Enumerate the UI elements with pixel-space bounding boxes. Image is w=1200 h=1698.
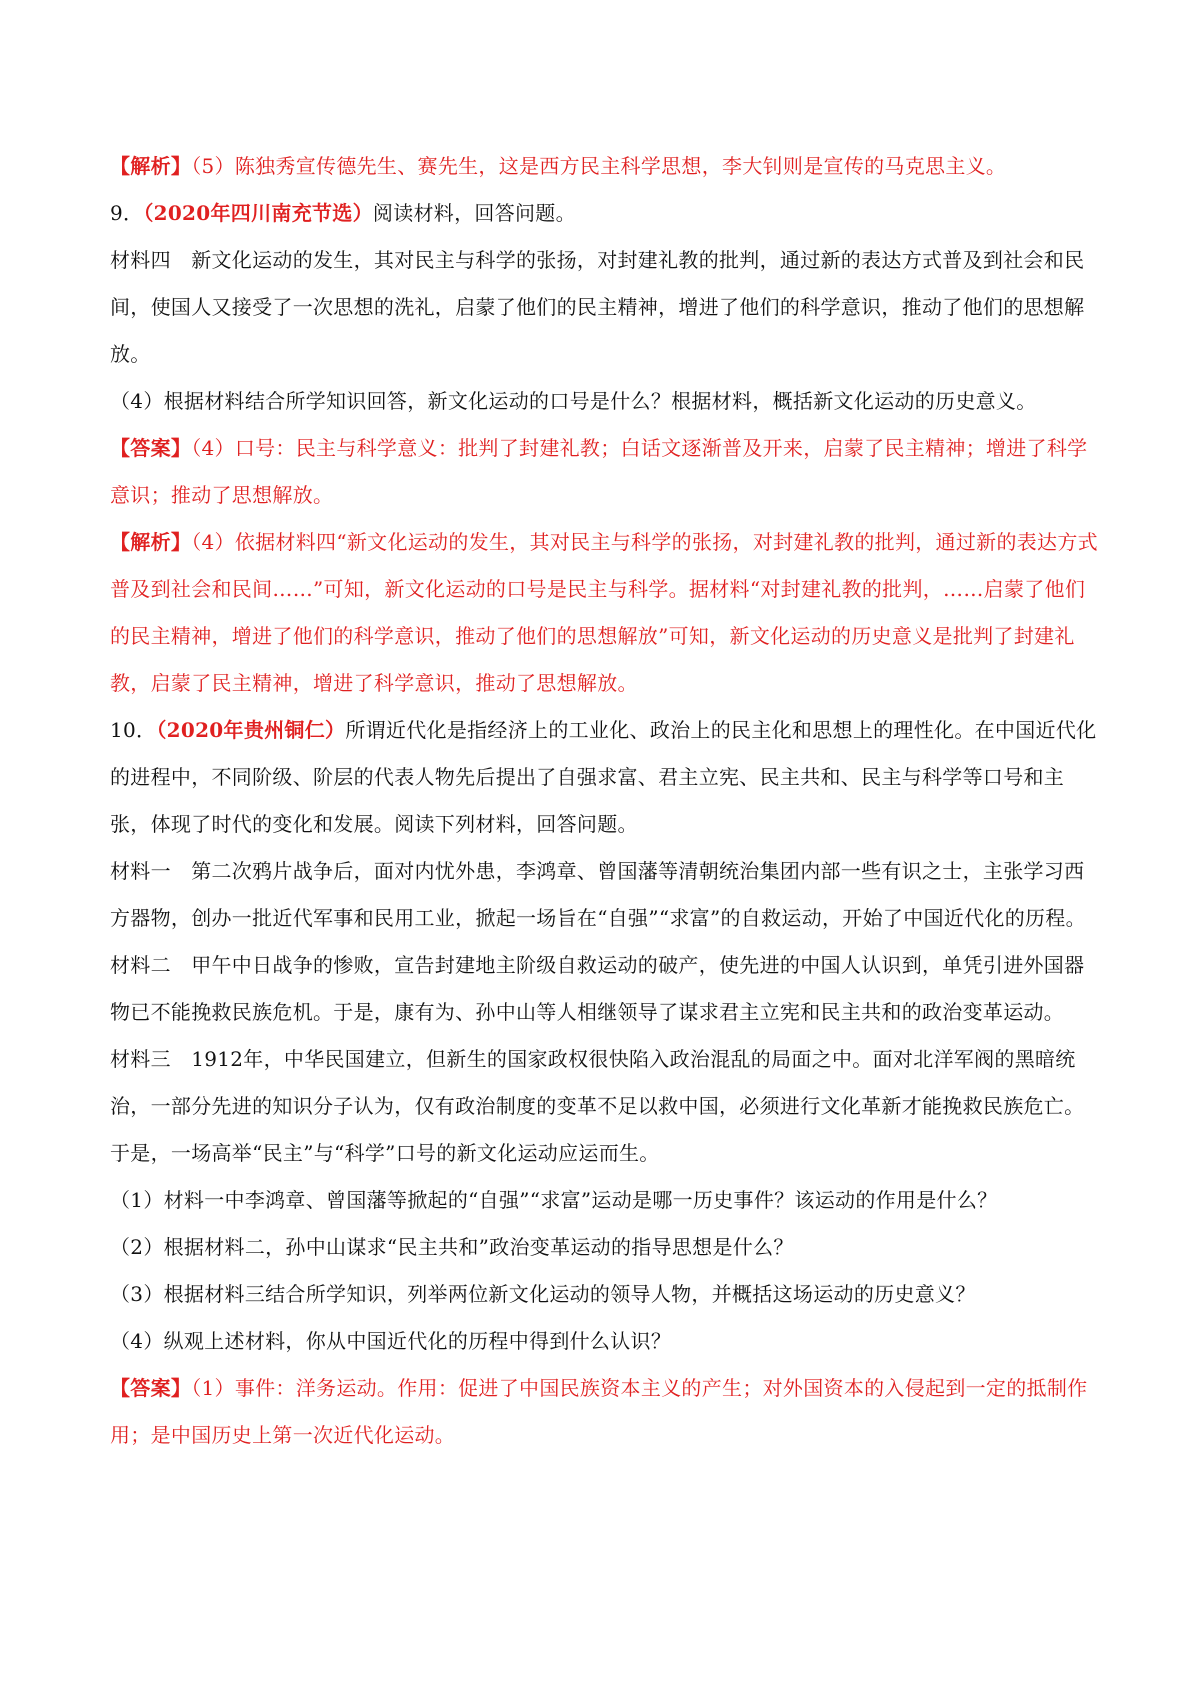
material-3: 材料三 1912年，中华民国建立，但新生的国家政权很快陷入政治混乱的局面之中。面对北洋军阀的黑暗统治，一部分先进的知识分子认为，仅有政治制度的变革不足以救中国，必须进行文化革新才能挽救民族危亡。于是，一场高举“民主”与“科学”口号的新文化运动应运而生。: [110, 1047, 1085, 1165]
question-number: 9．: [110, 201, 144, 225]
answer-paragraph: [110, 1365, 1100, 1459]
document-body: [110, 143, 1100, 1459]
question-text: 所谓近代化是指经济上的工业化、政治上的民主化和思想上的理性化。在中国近代化的进程中，不同阶级、阶层的代表人物先后提出了自强求富、君主立宪、民主共和、民主与科学等口号和主张，体现了时代的变化和发展。阅读下列材料，回答问题。: [110, 718, 1097, 836]
analysis-paragraph: [110, 519, 1100, 707]
material-2: 材料二 甲午中日战争的惨败，宣告封建地主阶级自救运动的破产，使先进的中国人认识到，单凭引进外国器物已不能挽救民族危机。于是，康有为、孙中山等人相继领导了谋求君主立宪和民主共和的政治变革运动。: [110, 953, 1085, 1024]
question-10-part-2: （2）根据材料二，孙中山谋求“民主共和”政治变革运动的指导思想是什么？: [110, 1235, 794, 1259]
question-source: （2020年四川南充节选）: [143, 201, 373, 225]
answer-paragraph: [110, 425, 1100, 519]
material-1: 材料一 第二次鸦片战争后，面对内忧外患，李鸿章、曾国藩等清朝统治集团内部一些有识之士，主张学习西方器物，创办一批近代军事和民用工业，掀起一场旨在“自强”“求富”的自救运动，开始了中国近代化的历程。: [110, 859, 1086, 930]
question-10-part-4: （4）纵观上述材料，你从中国近代化的历程中得到什么认识？: [110, 1329, 672, 1353]
analysis-paragraph: [110, 143, 1100, 190]
analysis-tag: 【解析】: [110, 530, 192, 554]
answer-text: （1）事件：洋务运动。作用：促进了中国民族资本主义的产生；对外国资本的入侵起到一定的抵制作用；是中国历史上第一次近代化运动。: [110, 1376, 1088, 1447]
analysis-text: （4）依据材料四“新文化运动的发生，其对民主与科学的张扬，对封建礼教的批判，通过新的表达方式普及到社会和民间……”可知，新文化运动的口号是民主与科学。据材料“对封建礼教的批判，……启蒙了他们的民主精神，增进了他们的科学意识，推动了他们的思想解放”可知，新文化运动的历史意义是批判了封建礼教，启蒙了民主精神，增进了科学意识，推动了思想解放。: [110, 530, 1098, 695]
material-4: 材料四 新文化运动的发生，其对民主与科学的张扬，对封建礼教的批判，通过新的表达方式普及到社会和民间，使国人又接受了一次思想的洗礼，启蒙了他们的民主精神，增进了他们的科学意识，推动了他们的思想解放。: [110, 248, 1085, 366]
question-9-stem: [110, 190, 1100, 237]
question-9-part-4: （4）根据材料结合所学知识回答，新文化运动的口号是什么？根据材料，概括新文化运动的历史意义。: [110, 389, 1037, 413]
question-number: 10．: [110, 718, 157, 742]
question-text: 阅读材料，回答问题。: [372, 201, 576, 225]
question-10-part-3: （3）根据材料三结合所学知识，列举两位新文化运动的领导人物，并概括这场运动的历史意义？: [110, 1282, 976, 1306]
question-source: （2020年贵州铜仁）: [156, 718, 346, 742]
answer-tag: 【答案】: [110, 1376, 192, 1400]
analysis-text: （5）陈独秀宣传德先生、赛先生，这是西方民主科学思想，李大钊则是宣传的马克思主义。: [191, 154, 1007, 178]
question-10-stem: [110, 707, 1100, 848]
answer-tag: 【答案】: [110, 436, 192, 460]
answer-text: （4）口号：民主与科学意义：批判了封建礼教；白话文逐渐普及开来，启蒙了民主精神；增进了科学意识；推动了思想解放。: [110, 436, 1088, 507]
analysis-tag: 【解析】: [110, 154, 192, 178]
question-10-part-1: （1）材料一中李鸿章、曾国藩等掀起的“自强”“求富”运动是哪一历史事件？该运动的作用是什么？: [110, 1188, 998, 1212]
